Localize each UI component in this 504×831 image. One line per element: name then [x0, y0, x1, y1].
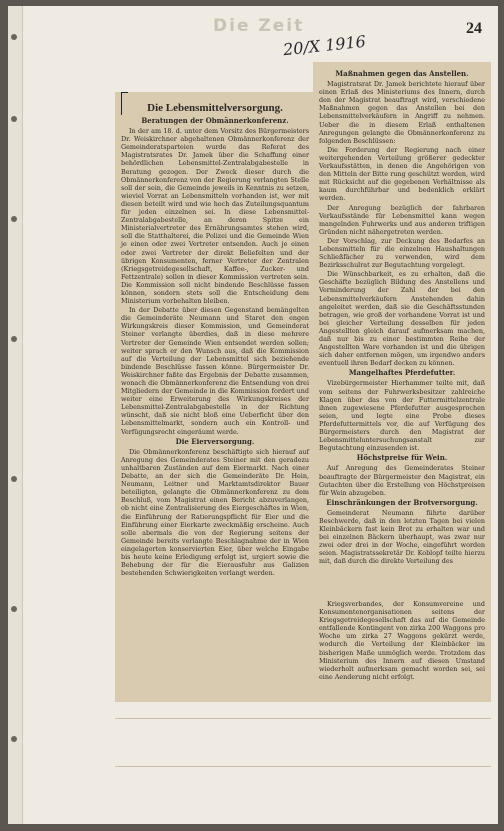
clipping-left-column [115, 92, 315, 702]
page-rule [115, 766, 491, 767]
paragraph: Die Obmännerkonferenz beschäftigte sich hierauf auf Anregung des Gemeinderates Steiner mit den geradezu unhaltbaren Zuständen auf dem Eiermarkt. Nach einer Debatte, an der sich die Gemeinderäte Dr. Hein, Neumann, Leitner und Marktamtsdirektor Bauer beteiligten, gelangte die Obmännerkonferenz zu dem Beschluß, vom Magistrat einen Bericht abzuverlangen, ob nicht eine Zentralisierung des Eiergeschäftes in Wien, die Einführung der Ratierungspflicht für Eier und die Einführung einer Eierkarte zweckmäßig erscheine. Auch solle abermals die von der Regierung seitens der Gemeinde bereits verlangte Beschlagnahme der in Wien eingelagerten konservierten Eier, über welche Eingabe bis heute keine Erledigung erfolgt ist, urgiert sowie die Behebung der für die Eierausfuhr aus Galizien bestehenden Schwierigkeiten verlangt werden. [121, 447, 309, 578]
paragraph: Kriegsverbandes, der Konsumvereine und Konsumentenorganisationen seitens der Kriegsgetreidegesellschaft das auf die Gemeinde entfallende Kontingent von zirka 200 Waggons pro Woche um zirka 27 Waggons gekürzt werde, wodurch die Verteilung der Kleinbäcker im bisherigen Maße unmöglich werde. Trotzdem das Ministerium des Innern auf diesen Umstand wiederholt aufmerksam gemacht worden sei, sei eine Aenderung nicht erfolgt. [319, 600, 485, 681]
section-heading: Die Eierversorgung. [175, 436, 255, 446]
clipping-bottom-continuation [313, 594, 491, 702]
section-heading: Beratungen der Obmännerkonferenz. [141, 116, 289, 125]
paragraph: In der Debatte über diesen Gegenstand bemängelten die Gemeinderäte Neumann und Staret den engen Wirkungskreis dieser Kommission, und Gemeinderat Steiner verlangte überdies, daß in diese mehrere Vertreter der Gemeinde Wien entsendet werden sollen; weiter sprach er den Wunsch aus, daß die Kommission auf die Verteilung der Lebensmittel sich beziehende bindende Beschlüsse fassen könne. Bürgermeister Dr. Weiskirchner faßte das Ergebnis der Debatte zusammen, wonach die Obmännerkonferenz die Entsendung von drei Mitgliedern der Gemeinde in die Kommission fordert und weiter eine Erweiterung des Wirkungskreises der Lebensmittel-Zentralabgabestelle in der Richtung wünscht, daß sie nicht bloß eine Ueberficht über den Lebensmittelmarkt, sondern auch ein Kontroll- und Verfügungsrecht eingeräumt werde. [121, 306, 309, 436]
paragraph: Die Forderung der Regierung nach einer weitergehenden Verteilung größerer gedeckter Verkaufsstätten, in denen die Angehörigen von den Mitteln der Bitte rung geschützt werden, wird mit Rücksicht auf die gegebenen Verhältnisse als kaum durchführbar und bedenklich erklärt werden. [319, 145, 485, 203]
bottom-clip-text [319, 600, 485, 682]
section-heading: Höchstpreise für Wein. [356, 453, 448, 463]
punch-hole [11, 736, 17, 742]
punch-hole [11, 116, 17, 122]
paragraph: Der Anregung bezüglich der fahrbaren Verkaufsstände für Lebensmittel kann wegen mangelnden Fuhrwerks und aus anderen triftigen Gründen nicht nähergetreten werden. [319, 203, 485, 236]
punch-hole [11, 476, 17, 482]
newspaper-masthead: Die Zeit [213, 16, 305, 36]
clipping-right-column [313, 62, 491, 594]
section-heading: Einschränkungen der Brotversorgung. [326, 497, 478, 507]
paragraph: Gemeinderat Neumann führte darüber Beschwerde, daß in den letzten Tagen bei vielen Kleinbäckern fast kein Brot zu erhalten war und bei einzelnen Bäckern überhaupt, was zwar nur zwei oder drei in der Woche, eingeführt worden seien. Magistratssekretär Dr. Koblopf teilte hierzu mit, daß durch die direkte Verteilung des [319, 508, 485, 566]
page-rule [115, 718, 491, 719]
punch-hole [11, 216, 17, 222]
binding-strip [8, 6, 23, 824]
article-headline: Die Lebensmittelversorgung. [147, 102, 283, 114]
paragraph: Die Wünschbarkeit, es zu erhalten, daß die Geschäfte bezüglich Bildung des Anstellens und Verminderung der Zahl der bei den Lebensmittelverkäufern Anstehenden dahin angeleitet werden, daß sie die Geschäftsstunden betragen, wie groß der vorhandene Vorrat ist und bei gleicher Verteilung desselben für jeden Angestellten gleich darauf aufmerksam machen, daß nur bis zu einer bestimmten Reihe der Angestellten Ware vorhanden ist und die übrigen sich daher entfernen mögen, um irgendwo anders eventuell ihren Bedarf decken zu können. [319, 270, 485, 368]
right-column-text [319, 68, 485, 567]
paragraph: Vizebürgermeister Hierhammer teilte mit, daß vom seitens der Fuhrwerksbesitzer zahlreiche Klagen über das von der Futtermittelzentrale ihnen zugewiesene Pferdefutter ausgesprochen seien, und legte eine Probe dieses Pferdefuttermittels vor, die auf Verfügung des Bürgermeisters durch den Magistrat der Lebensmitteluntersuchungsanstalt zur Begutachtung einzusenden ist. [319, 379, 485, 453]
section-heading: Mangelhaftes Pferdefutter. [348, 368, 456, 378]
punch-hole [11, 336, 17, 342]
punch-hole [11, 606, 17, 612]
handwritten-date: 20/X 1916 [282, 31, 367, 60]
paragraph: Der Vorschlag, zur Deckung des Bedarfes an Lebensmitteln für die einzelnen Haushaltungen Schließfächer zu verwenden, wird dem Bezirksschulrat zur Begutachtung vorgelegt. [319, 236, 485, 270]
scrapbook-page [8, 6, 498, 824]
section-heading: Maßnahmen gegen das Anstellen. [335, 69, 469, 78]
left-column-text [121, 98, 309, 578]
paragraph: In der am 18. d. unter dem Vorsitz des Bürgermeisters Dr. Weiskirchner abgehaltenen Obmännerkonferenz der Gemeinderatsparteien wurde das Referat des Magistratsrates Dr. Jamek über die Schaffung einer behördlichen Lebensmittel-Zentralabgabestelle in Beratung gezogen. Der Zweck dieser durch die Obmännerkonferenz von der Regierung verlangten Stelle soll der sein, die Gemeinde jeweils in Kenntnis zu setzen, wieviel Vorrat an Lebensmitteln vorhanden ist, wer mit diesen beteilt wird und wie hoch das Zuteilungsquantum für jeden einzelnen sei. In diese Lebensmittel-Zentralabgabestelle, an deren Spitze ein Ministerialvertreter des Ernährungsamtes stehen wird, soll die Statthalterei, die Polizei und die Gemeinde Wien je einen oder zwei Vertreter entsenden. Auch je einen oder zwei Vertreter der direkt Beliefelten und der übrigen Konsumenten, ferner Vertreter der Zentralen (Kriegsgetreidegesellschaft, Kaffee-, Zucker- und Fettzentrale) sollen in dieser Kommission vertreten sein. Die Kommission soll nicht bindende Beschlüsse fassen können, sondern stets soll die Entscheidung dem Ministerium vorbehalten bleiben. [121, 127, 309, 306]
punch-hole [11, 34, 17, 40]
paragraph: Magistratsrat Dr. Jamek berichtete hierauf über einen Erlaß des Ministeriums des Innern, durch den der Magistrat beauftragt wird, verschiedene Maßnahmen gegen das Anstellen bei den Lebensmittelverkäufern in Angriff zu nehmen. Ueber die in diesem Erlaß enthaltenen Anregungen gelangte die Obmännerkonferenz zu folgenden Beschlüssen: [319, 80, 485, 145]
page-number: 24 [466, 20, 482, 37]
paragraph: Auf Anregung des Gemeinderates Steiner beauftragte der Bürgermeister den Magistrat, ein Gutachten über die Erstellung von Höchstpreisen für Wein abzugeben. [319, 464, 485, 497]
